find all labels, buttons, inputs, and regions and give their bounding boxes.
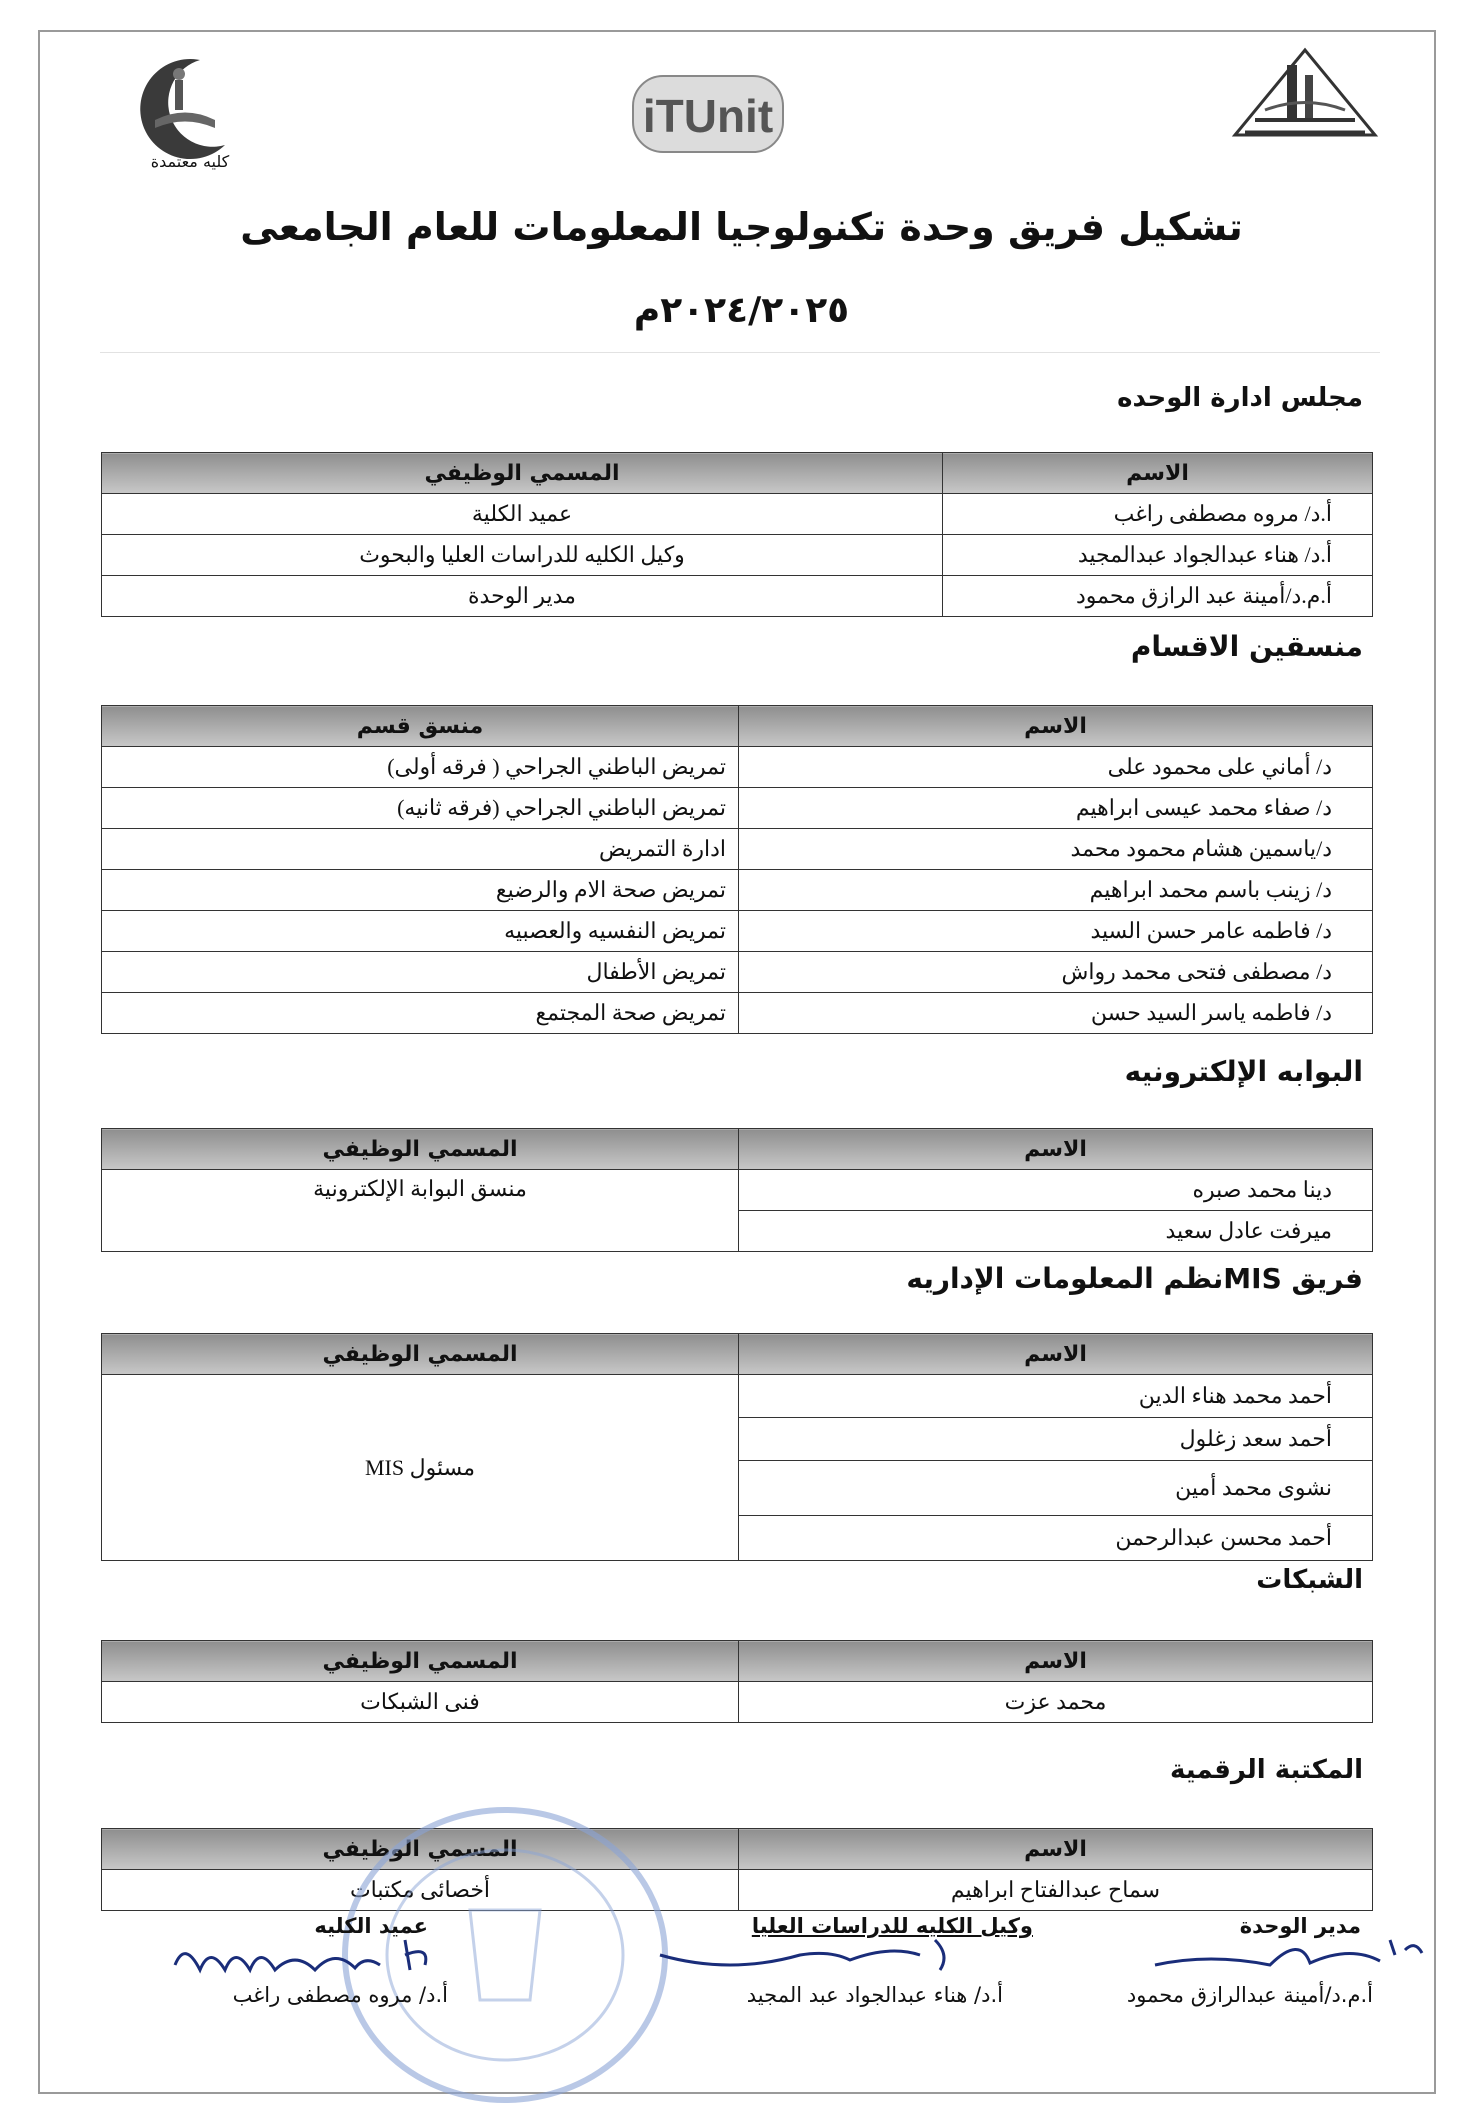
table-row [102,1375,1373,1418]
logo-caption: كليه معتمدة [150,152,230,171]
board-table [101,452,1373,617]
unit-manager-title: مدير الوحدة [1239,1914,1361,1938]
mis-member-name: أحمد محمد هناء الدين [739,1375,1373,1418]
board-heading: مجلس ادارة الوحده [1117,383,1363,413]
vice-dean-signature [650,1925,980,1980]
col-role-header: المسمي الوظيفي [102,1129,739,1170]
library-member-role: أخصائى مكتبات [102,1870,739,1911]
table-row [102,1170,1373,1211]
dean-signature [165,1930,445,1990]
col-name-header: الاسم [943,453,1373,494]
itunit-logo-text: iTUnit [642,90,774,142]
member-role: وكيل الكليه للدراسات العليا والبحوث [102,535,943,576]
vice-dean-title: وكيل الكليه للدراسات العليا [751,1914,1033,1938]
network-member-role: فنى الشبكات [102,1682,739,1723]
table-row [102,870,1373,911]
unit-manager-name: أ.م.د/أمينة عبدالرازق محمود [1126,1983,1373,2007]
table-header-row [102,453,1373,494]
table-header-row [102,706,1373,747]
library-heading: المكتبة الرقمية [1170,1755,1363,1785]
unit-manager-signature [1150,1925,1430,1980]
coordinator-department: تمريض الأطفال [102,952,739,993]
table-row [102,747,1373,788]
coordinator-department: تمريض صحة المجتمع [102,993,739,1034]
university-logo [1225,40,1385,150]
coordinator-department: تمريض صحة الام والرضيع [102,870,739,911]
dean-name: أ.د/ مروه مصطفى راغب [232,1983,448,2007]
table-header-row [102,1829,1373,1870]
portal-heading: البوابه الإلكترونيه [1124,1055,1363,1088]
coordinator-department: تمريض الباطني الجراحي ( فرقه أولى) [102,747,739,788]
coordinator-name: د/ صفاء محمد عيسى ابراهيم [739,788,1373,829]
col-role-header: منسق قسم [102,706,739,747]
coordinators-heading: منسقين الاقسام [1130,630,1363,663]
table-row [102,1682,1373,1723]
col-role-header: المسمي الوظيفي [102,1334,739,1375]
member-name: أ.د/ هناء عبدالجواد عبدالمجيد [943,535,1373,576]
portal-member-name: دينا محمد صبره [739,1170,1373,1211]
col-name-header: الاسم [739,1829,1373,1870]
member-name: أ.د/ مروه مصطفى راغب [943,494,1373,535]
table-row [102,535,1373,576]
networks-heading: الشبكات [1256,1565,1363,1595]
table-row [102,494,1373,535]
coordinator-name: د/ فاطمه عامر حسن السيد [739,911,1373,952]
table-header-row [102,1129,1373,1170]
col-role-header: المسمي الوظيفي [102,1641,739,1682]
table-header-row [102,1641,1373,1682]
mis-table [101,1333,1373,1561]
table-header-row [102,1334,1373,1375]
mis-member-name: أحمد محسن عبدالرحمن [739,1516,1373,1561]
coordinator-department: تمريض الباطني الجراحي (فرقه ثانيه) [102,788,739,829]
mis-member-name: أحمد سعد زغلول [739,1418,1373,1461]
table-row [102,1870,1373,1911]
member-role: عميد الكلية [102,494,943,535]
member-name: أ.م.د/أمينة عبد الرازق محمود [943,576,1373,617]
networks-table [101,1640,1373,1723]
coordinator-department: ادارة التمريض [102,829,739,870]
coordinator-name: د/ مصطفى فتحى محمد رواش [739,952,1373,993]
portal-table [101,1128,1373,1252]
fold-line [100,352,1380,353]
coordinator-name: د/ أماني على محمود على [739,747,1373,788]
col-name-header: الاسم [739,1129,1373,1170]
itunit-logo [625,62,795,162]
table-row [102,993,1373,1034]
dean-title: عميد الكليه [314,1914,428,1938]
col-role-header: المسمي الوظيفي [102,1829,739,1870]
coordinator-name: د/ زينب باسم محمد ابراهيم [739,870,1373,911]
col-name-header: الاسم [739,706,1373,747]
col-name-header: الاسم [739,1641,1373,1682]
library-table [101,1828,1373,1911]
table-row [102,829,1373,870]
network-member-name: محمد عزت [739,1682,1373,1723]
col-role-header: المسمي الوظيفي [102,453,943,494]
col-name-header: الاسم [739,1334,1373,1375]
academic-year: ٢٠٢٤/٢٠٢٥م [633,290,850,331]
portal-member-name: ميرفت عادل سعيد [739,1211,1373,1252]
table-row [102,911,1373,952]
table-row [102,576,1373,617]
coordinator-name: د/ياسمين هشام محمود محمد [739,829,1373,870]
coordinators-table [101,705,1373,1034]
portal-role: منسق البوابة الإلكترونية [102,1170,739,1252]
mis-member-name: نشوى محمد أمين [739,1461,1373,1516]
table-row [102,788,1373,829]
coordinator-name: د/ فاطمه ياسر السيد حسن [739,993,1373,1034]
mis-heading: فريق MISنظم المعلومات الإداريه [906,1262,1363,1295]
coordinator-department: تمريض النفسيه والعصبيه [102,911,739,952]
library-member-name: سماح عبدالفتاح ابراهيم [739,1870,1373,1911]
table-row [102,952,1373,993]
page-title: تشكيل فريق وحدة تكنولوجيا المعلومات للعام الجامعى [240,205,1243,249]
member-role: مدير الوحدة [102,576,943,617]
mis-role: مسئول MIS [102,1375,739,1561]
vice-dean-name: أ.د/ هناء عبدالجواد عبد المجيد [746,1983,1003,2007]
